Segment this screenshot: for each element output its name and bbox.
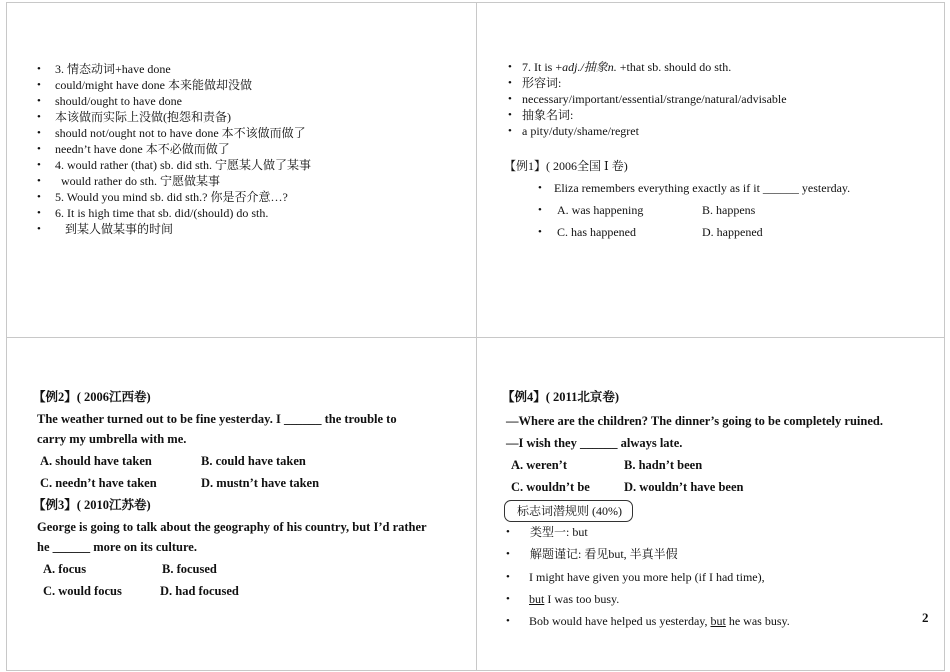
bullet: • — [508, 109, 512, 121]
option-d: D. happened — [702, 225, 763, 239]
bullet: • — [506, 615, 510, 627]
question-text: The weather turned out to be fine yesterday. I ______ the trouble to — [37, 412, 397, 426]
slide-1 — [6, 2, 477, 338]
list-item: 到某人做某事的时间 — [65, 222, 174, 236]
bullet: • — [508, 125, 512, 137]
list-item: should not/ought not to have done 本不该做而做了 — [55, 126, 306, 140]
list-item: would rather do sth. 宁愿做某事 — [61, 174, 220, 188]
item-italic: adj./抽象n. — [562, 60, 617, 74]
slide-3 — [6, 336, 477, 671]
bullet: • — [538, 204, 542, 216]
bullet: • — [37, 159, 41, 171]
bullet: • — [37, 175, 41, 187]
list-item: needn’t have done 本不必做而做了 — [55, 142, 230, 156]
bullet: • — [37, 191, 41, 203]
bullet: • — [508, 61, 512, 73]
question-text: carry my umbrella with me. — [37, 432, 187, 446]
underlined-word: but — [529, 592, 545, 606]
option-d: D. wouldn’t have been — [624, 480, 744, 494]
slide-4 — [476, 336, 945, 671]
list-item — [529, 613, 790, 629]
list-item: 形容词: — [522, 76, 562, 90]
example-label: 【例2】( 2006江西卷) — [33, 390, 151, 404]
list-item: could/might have done 本来能做却没做 — [55, 78, 252, 92]
option-b: B. hadn’t been — [624, 458, 703, 472]
option-c: C. needn’t have taken — [40, 476, 157, 490]
list-item: 4. would rather (that) sb. did sth. 宁愿某人做了某事 — [55, 158, 311, 172]
option-b: B. focused — [162, 562, 217, 576]
underlined-word: but — [710, 614, 726, 628]
item-text: he was busy. — [725, 614, 790, 628]
option-a: A. focus — [43, 562, 87, 576]
list-item: 解题谨记: 看见but, 半真半假 — [530, 547, 678, 561]
example-label: 【例3】( 2010江苏卷) — [33, 498, 151, 512]
list-item: 5. Would you mind sb. did sth.? 你是否介意…? — [55, 190, 288, 204]
bullet: • — [508, 77, 512, 89]
question-text: Eliza remembers everything exactly as if it ______ yesterday. — [554, 181, 851, 195]
list-item: 类型一: but — [530, 525, 588, 539]
bullet: • — [538, 226, 542, 238]
bullet: • — [37, 111, 41, 123]
bullet: • — [508, 93, 512, 105]
bullet: • — [37, 127, 41, 139]
option-a: A. was happening — [557, 203, 644, 217]
question-text: he ______ more on its culture. — [37, 540, 197, 554]
option-d: D. had focused — [160, 584, 239, 598]
list-item — [529, 591, 619, 607]
option-c: C. would focus — [43, 584, 122, 598]
bullet: • — [37, 63, 41, 75]
bullet: • — [37, 143, 41, 155]
option-b: B. could have taken — [201, 454, 306, 468]
option-c: C. wouldn’t be — [511, 480, 590, 494]
list-item: 6. It is high time that sb. did/(should) do sth. — [55, 206, 269, 220]
list-item: a pity/duty/shame/regret — [522, 124, 639, 138]
item-text: Bob would have helped us yesterday, — [529, 614, 711, 628]
bullet: • — [37, 79, 41, 91]
list-item: 3. 情态动词+have done — [55, 62, 171, 76]
example-label: 【例4】( 2011北京卷) — [502, 390, 620, 404]
bullet: • — [37, 223, 41, 235]
list-item: should/ought to have done — [55, 94, 182, 108]
rule-label-box: 标志词潜规则 (40%) — [504, 500, 633, 522]
bullet: • — [538, 182, 542, 194]
slide-2 — [476, 2, 945, 338]
question-text: —Where are the children? The dinner’s going to be completely ruined. — [506, 414, 883, 428]
bullet: • — [506, 548, 510, 560]
page-number: 2 — [922, 610, 929, 625]
option-c: C. has happened — [557, 225, 636, 239]
bullet: • — [506, 593, 510, 605]
list-item: 抽象名词: — [522, 108, 574, 122]
bullet: • — [37, 95, 41, 107]
bullet: • — [506, 526, 510, 538]
list-item: necessary/important/essential/strange/natural/advisable — [522, 92, 787, 106]
question-text: George is going to talk about the geography of his country, but I’d rather — [37, 520, 427, 534]
item-text: +that sb. should do sth. — [616, 60, 732, 74]
question-text: —I wish they ______ always late. — [506, 436, 683, 450]
list-item: 本该做而实际上没做(抱怨和责备) — [55, 110, 231, 124]
option-d: D. mustn’t have taken — [201, 476, 320, 490]
bullet: • — [506, 571, 510, 583]
list-item — [522, 59, 731, 75]
item-text: 7. It is + — [522, 60, 563, 74]
example-label: 【例1】( 2006全国 Ⅰ 卷) — [504, 159, 628, 173]
item-text: I was too busy. — [544, 592, 620, 606]
option-b: B. happens — [702, 203, 756, 217]
option-a: A. should have taken — [40, 454, 152, 468]
list-item: I might have given you more help (if I had time), — [529, 570, 765, 584]
bullet: • — [37, 207, 41, 219]
option-a: A. weren’t — [511, 458, 567, 472]
